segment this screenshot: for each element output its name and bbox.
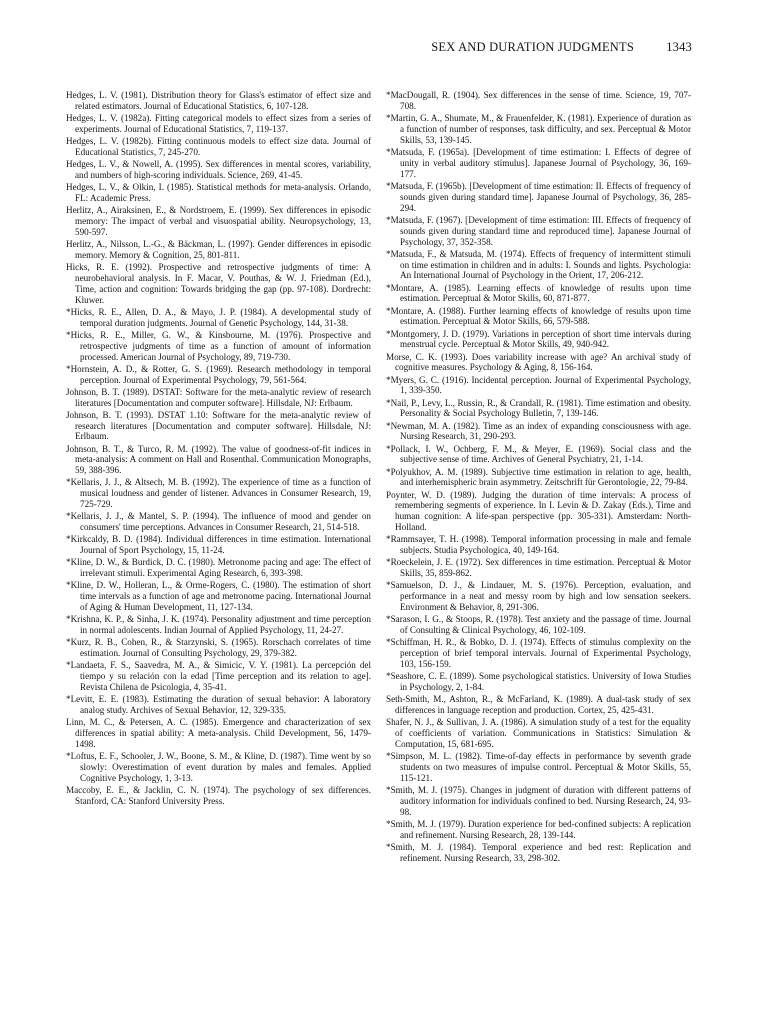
reference-entry: Johnson, B. T. (1993). DSTAT 1.10: Software for the meta-analytic review of research literatures [Documentation and computer software]. Hillsdale, NJ: Erlbaum.: [66, 409, 371, 442]
reference-entry: *Newman, M. A. (1982). Time as an index of expanding consciousness with age. Nursing Research, 31, 290-293.: [386, 420, 691, 442]
reference-entry: *Smith, M. J. (1984). Temporal experience and bed rest: Replication and refinement. Nursing Research, 33, 298-302.: [386, 841, 691, 863]
reference-entry: Hedges, L. V. (1982a). Fitting categorical models to effect sizes from a series of experiments. Journal of Educational Statistics, 7, 119-137.: [66, 113, 371, 134]
reference-entry: *MacDougall, R. (1904). Sex differences in the sense of time. Science, 19, 707-708.: [386, 90, 691, 111]
reference-entry: *Rammsayer, T. H. (1998). Temporal information processing in male and female subjects. Studia Psychologica, 40, 149-164.: [386, 534, 691, 556]
reference-entry: *Schiffman, H. R., & Bobko, D. J. (1974). Effects of stimulus complexity on the perception of brief temporal intervals. Journal of Experimental Psychology, 103, 156-159.: [386, 637, 691, 670]
reference-entry: *Matsuda, F. (1965b). [Development of time estimation: II. Effects of frequency of sounds given during standard time]. Japanese Journal of Psychology, 36, 285-294.: [386, 180, 691, 213]
reference-entry: *Nail, P., Levy, L., Russin, R., & Crandall, R. (1981). Time estimation and obesity. Personality & Social Psychology Bulletin, 7, 139-146.: [386, 397, 691, 419]
reference-entry: *Krishna, K. P., & Sinha, J. K. (1974). Personality adjustment and time perception in normal adolescents. Indian Journal of Applied Psychology, 11, 24-27.: [66, 614, 371, 636]
reference-entry: *Matsuda, F., & Matsuda, M. (1974). Effects of frequency of intermittent stimuli on time estimation in children and in adults: I. Sounds and lights. Psychologia: An International Journal of Psychology in the Orient, 17, 206-212.: [386, 248, 691, 281]
reference-entry: *Montare, A. (1988). Further learning effects of knowledge of results upon time estimation. Perceptual & Motor Skills, 66, 579-588.: [386, 305, 691, 327]
reference-entry: *Seashore, C. E. (1899). Some psychological statistics. University of Iowa Studies in Psychology, 2, 1-84.: [386, 671, 691, 693]
reference-entry: *Polyukhov, A. M. (1989). Subjective time estimation in relation to age, health, and interhemispheric brain asymmetry. Zeitschrift für Gerontologie, 22, 79-84.: [386, 466, 691, 488]
reference-entry: *Myers, G. C. (1916). Incidental perception. Journal of Experimental Psychology, 1, 339-350.: [386, 374, 691, 396]
reference-entry: *Matsuda, F. (1965a). [Development of time estimation: I. Effects of degree of unity in verbal auditory stimulus]. Japanese Journal of Psychology, 36, 169-177.: [386, 146, 691, 179]
reference-entry: Maccoby, E. E., & Jacklin, C. N. (1974). The psychology of sex differences. Stanford, CA: Stanford University Press.: [66, 784, 371, 806]
reference-entry: Morse, C. K. (1993). Does variability increase with age? An archival study of cognitive measures. Psychology & Aging, 8, 156-164.: [386, 351, 691, 373]
page-number: 1343: [666, 40, 692, 54]
reference-entry: Seth-Smith, M., Ashton, R., & McFarland, K. (1989). A dual-task study of sex differences in language reception and production. Cortex, 25, 425-431.: [386, 694, 691, 716]
reference-entry: Hedges, L. V., & Nowell, A. (1995). Sex differences in mental scores, variability, and numbers of high-scoring individuals. Science, 269, 41-45.: [66, 159, 371, 180]
reference-entry: *Kirkcaldy, B. D. (1984). Individual differences in time estimation. International Journal of Sport Psychology, 15, 11-24.: [66, 534, 371, 556]
reference-entry: Johnson, B. T., & Turco, R. M. (1992). The value of goodness-of-fit indices in meta-analysis: A comment on Hall and Rosenthal. Communication Monographs, 59, 388-396.: [66, 443, 371, 476]
references-right-column: [386, 90, 691, 865]
reference-entry: *Kline, D. W., & Burdick, D. C. (1980). Metronome pacing and age: The effect of irrelevant stimuli. Experimental Aging Research, 6, 393-398.: [66, 557, 371, 579]
reference-entry: *Montare, A. (1985). Learning effects of knowledge of results upon time estimation. Perceptual & Motor Skills, 60, 871-877.: [386, 282, 691, 304]
running-title: SEX AND DURATION JUDGMENTS: [431, 40, 634, 54]
reference-entry: Hedges, L. V., & Olkin, I. (1985). Statistical methods for meta-analysis. Orlando, FL: Academic Press.: [66, 182, 371, 203]
reference-entry: *Pollack, I. W., Ochberg, F. M., & Meyer, E. (1969). Social class and the subjective sense of time. Archives of General Psychiatry, 21, 1-14.: [386, 443, 691, 465]
reference-entry: *Kline, D. W., Holleran, L., & Orme-Rogers, C. (1980). The estimation of short time intervals as a function of age and metronome pacing. International Journal of Aging & Human Development, 11, 127-134.: [66, 580, 371, 613]
reference-entry: Hedges, L. V. (1982b). Fitting continuous models to effect size data. Journal of Educational Statistics, 7, 245-270.: [66, 136, 371, 157]
reference-entry: Hicks, R. E. (1992). Prospective and retrospective judgments of time: A neurobehavioral analysis. In F. Macar, V. Pouthas, & W. J. Friedman (Ed.), Time, action and cognition: Towards bridging the gap (pp. 97-108). Dordrecht: Kluwer.: [66, 261, 371, 305]
reference-entry: *Hicks, R. E., Allen, D. A., & Mayo, J. P. (1984). A developmental study of temporal duration judgments. Journal of Genetic Psychology, 144, 31-38.: [66, 306, 371, 328]
reference-entry: Poynter, W. D. (1989). Judging the duration of time intervals: A process of remembering segments of experience. In I. Levin & D. Zakay (Eds.), Time and human cognition: A life-span perspective (pp. 305-331). Amsterdam: North-Holland.: [386, 489, 691, 533]
reference-entry: Linn, M. C., & Petersen, A. C. (1985). Emergence and characterization of sex differences in spatial ability: A meta-analysis. Child Development, 56, 1479-1498.: [66, 717, 371, 749]
reference-entry: *Loftus, E. F., Schooler, J. W., Boone, S. M., & Kline, D. (1987). Time went by so slowly: Overestimation of event duration by males and females. Applied Cognitive Psychology, 1, 3-13.: [66, 751, 371, 783]
reference-entry: *Kurz, R. B., Cohen, R., & Starzynski, S. (1965). Rorschach correlates of time estimation. Journal of Consulting Psychology, 29, 379-382.: [66, 637, 371, 659]
reference-entry: *Samuelson, D. J., & Lindauer, M. S. (1976). Perception, evaluation, and performance in a neat and messy room by high and low sensation seekers. Environment & Behavior, 8, 291-306.: [386, 580, 691, 613]
reference-entry: *Roeckelein, J. E. (1972). Sex differences in time estimation. Perceptual & Motor Skills, 35, 859-862.: [386, 557, 691, 579]
references-left-column: [66, 90, 371, 808]
reference-entry: *Smith, M. J. (1979). Duration experience for bed-confined subjects: A replication and refinement. Nursing Research, 28, 139-144.: [386, 818, 691, 840]
reference-entry: *Martin, G. A., Shumate, M., & Frauenfelder, K. (1981). Experience of duration as a function of number of responses, task difficulty, and sex. Perceptual & Motor Skills, 53, 139-145.: [386, 113, 691, 145]
reference-entry: *Hornstein, A. D., & Rotter, G. S. (1969). Research methodology in temporal perception. Journal of Experimental Psychology, 79, 561-564.: [66, 363, 371, 385]
reference-entry: Hedges, L. V. (1981). Distribution theory for Glass's estimator of effect size and related estimators. Journal of Educational Statistics, 6, 107-128.: [66, 90, 371, 111]
running-header: [62, 40, 692, 56]
reference-entry: *Sarason, I. G., & Stoops, R. (1978). Test anxiety and the passage of time. Journal of Consulting & Clinical Psychology, 46, 102-109.: [386, 614, 691, 636]
reference-entry: *Hicks, R. E., Miller, G. W., & Kinsbourne, M. (1976). Prospective and retrospective judgments of time as a function of amount of information processed. American Journal of Psychology, 89, 719-730.: [66, 329, 371, 362]
reference-entry: Herlitz, A., Nilsson, L.-G., & Bäckman, L. (1997). Gender differences in episodic memory. Memory & Cognition, 25, 801-811.: [66, 238, 371, 260]
reference-entry: *Simpson, M. L. (1982). Time-of-day effects in performance by seventh grade students on two measures of impulse control. Perceptual & Motor Skills, 55, 115-121.: [386, 751, 691, 783]
reference-entry: *Kellaris, J. J., & Altsech, M. B. (1992). The experience of time as a function of musical loudness and gender of listener. Advances in Consumer Research, 19, 725-729.: [66, 477, 371, 510]
reference-entry: Herlitz, A., Airaksinen, E., & Nordstroem, E. (1999). Sex differences in episodic memory: The impact of verbal and visuospatial ability. Neuropsychology, 13, 590-597.: [66, 205, 371, 237]
reference-entry: Shafer, N. J., & Sullivan, J. A. (1986). A simulation study of a test for the equality of coefficients of variation. Communications in Statistics: Simulation & Computation, 15, 681-695.: [386, 717, 691, 749]
reference-entry: Johnson, B. T. (1989). DSTAT: Software for the meta-analytic review of research literatures [Documentation and computer software]. Hillsdale, NJ: Erlbaum.: [66, 386, 371, 408]
reference-entry: *Smith, M. J. (1975). Changes in judgment of duration with different patterns of auditory information for individuals confined to bed. Nursing Research, 24, 93-98.: [386, 784, 691, 817]
reference-entry: *Montgomery, J. D. (1979). Variations in perception of short time intervals during menstrual cycle. Perceptual & Motor Skills, 49, 940-942.: [386, 328, 691, 350]
reference-entry: *Kellaris, J. J., & Mantel, S. P. (1994). The influence of mood and gender on consumers' time perceptions. Advances in Consumer Research, 21, 514-518.: [66, 511, 371, 533]
reference-entry: *Levitt, E. E. (1983). Estimating the duration of sexual behavior: A laboratory analog study. Archives of Sexual Behavior, 12, 329-335.: [66, 694, 371, 716]
reference-entry: *Matsuda, F. (1967). [Development of time estimation: III. Effects of frequency of sounds given during standard time and reproduced time]. Japanese Journal of Psychology, 37, 352-358.: [386, 214, 691, 247]
reference-entry: *Landaeta, F. S., Saavedra, M. A., & Simicic, V. Y. (1981). La percepción del tiempo y su relación con la edad [Time perception and its relation to age]. Revista Chilena de Psicologia, 4, 35-41.: [66, 660, 371, 693]
